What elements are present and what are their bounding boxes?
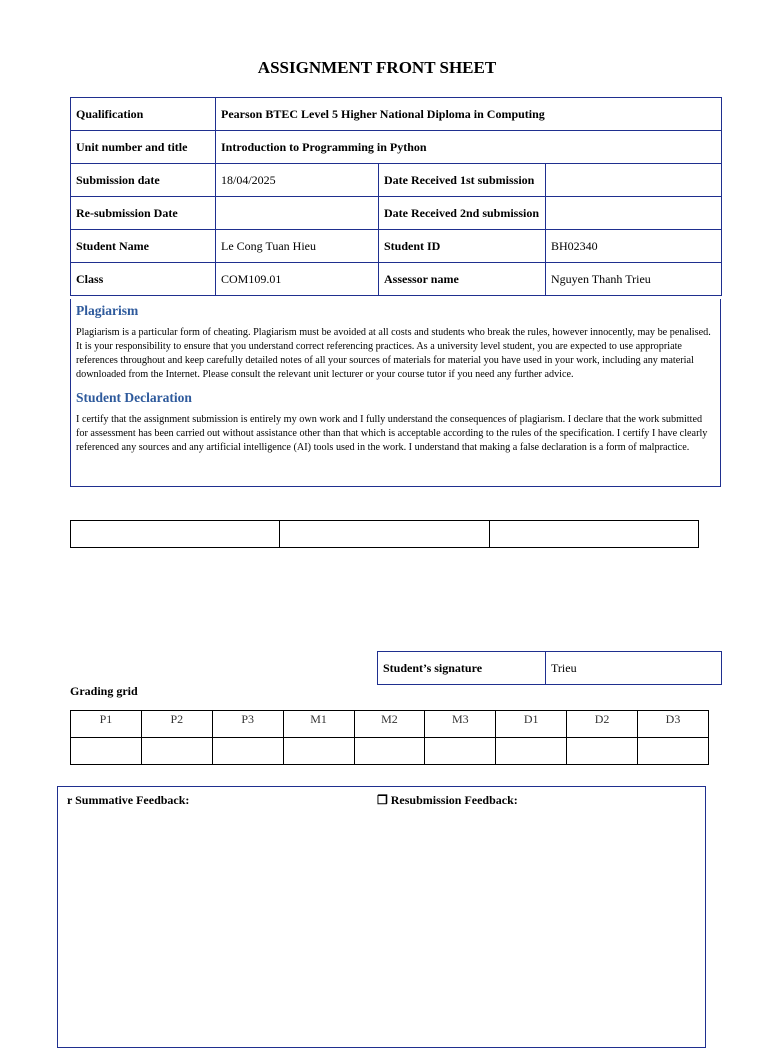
class-row [71,263,722,296]
student-declaration-text: I certify that the assignment submission is entirely my own work and I fully understand the consequences of plagiarism. I declare that the work submitted for assessment has been carried out without assistance other than that which is acceptable according to the rules of the specification. I certify I have clearly referenced any sources and any artificial intelligence (AI) tools used in the work. I understand that making a false declaration is a form of malpractice. [76,414,708,453]
grade-cell[interactable] [496,738,567,765]
qualification-value: Pearson BTEC Level 5 Higher National Diploma in Computing [216,98,722,131]
student-id-label: Student ID [379,230,546,263]
grade-header-m3: M3 [425,711,496,738]
grade-cell[interactable] [212,738,283,765]
plagiarism-heading: Plagiarism [76,303,139,318]
grade-cell[interactable] [567,738,638,765]
unit-label: Unit number and title [71,131,216,164]
page-title: ASSIGNMENT FRONT SHEET [257,58,497,77]
student-id-value[interactable]: BH02340 [546,230,722,263]
grade-header-p2: P2 [141,711,212,738]
grading-grid [70,710,709,765]
grade-header-d3: D3 [638,711,709,738]
grade-header-p1: P1 [71,711,142,738]
student-name-value[interactable]: Le Cong Tuan Hieu [216,230,379,263]
grade-header-m1: M1 [283,711,354,738]
student-declaration-heading: Student Declaration [76,390,192,405]
grade-cell[interactable] [71,738,142,765]
resubmission-feedback-label: Resubmission Feedback: [390,793,518,807]
student-row [71,230,722,263]
feedback-box [57,786,706,1048]
signature-label: Student’s signature [378,652,546,685]
qualification-label: Qualification [71,98,216,131]
class-label: Class [71,263,216,296]
resubmission-feedback[interactable] [377,793,518,808]
grade-cell[interactable] [283,738,354,765]
grade-cell[interactable] [425,738,496,765]
unit-row [71,131,722,164]
resubmission-date-value[interactable] [216,197,379,230]
signature-value[interactable]: Trieu [546,652,722,685]
grade-header-d2: D2 [567,711,638,738]
summative-feedback[interactable] [67,793,189,808]
student-name-label: Student Name [71,230,216,263]
date-received-2-label: Date Received 2nd submission [379,197,546,230]
grade-cell[interactable] [638,738,709,765]
grade-header-m2: M2 [354,711,425,738]
grade-cell[interactable] [141,738,212,765]
blank-table [70,520,699,548]
submission-row [71,164,722,197]
resubmission-checkbox-icon[interactable]: ❒ [377,793,388,807]
signature-table [377,651,722,685]
grade-header-p3: P3 [212,711,283,738]
blank-cell[interactable] [280,521,489,548]
blank-cell[interactable] [489,521,698,548]
grade-cell[interactable] [354,738,425,765]
submission-date-label: Submission date [71,164,216,197]
resubmission-date-label: Re-submission Date [71,197,216,230]
qualification-row [71,98,722,131]
summative-checkbox-icon[interactable]: r [67,793,73,807]
blank-cell[interactable] [71,521,280,548]
grade-header-d1: D1 [496,711,567,738]
date-received-1-value[interactable] [546,164,722,197]
submission-date-value[interactable]: 18/04/2025 [216,164,379,197]
date-received-2-value[interactable] [546,197,722,230]
resubmission-row [71,197,722,230]
unit-value: Introduction to Programming in Python [216,131,722,164]
assignment-info-table [70,97,722,296]
plagiarism-text: Plagiarism is a particular form of cheating. Plagiarism must be avoided at all costs and students who break the rules, however innocently, may be penalised. It is your responsibility to ensure that you understand correct referencing practices. As a university level student, you are expected to use appropriate references throughout and keep carefully detailed notes of all your sources of materials for material you have used in your work, including any material downloaded from the Internet. Please consult the relevant unit lecturer or your course tutor if you need any further advice. [76,327,711,380]
declaration-box [70,299,721,487]
assessor-label: Assessor name [379,263,546,296]
grading-grid-label: Grading grid [70,684,138,698]
summative-feedback-label: Summative Feedback: [75,793,190,807]
class-value[interactable]: COM109.01 [216,263,379,296]
date-received-1-label: Date Received 1st submission [379,164,546,197]
assessor-value[interactable]: Nguyen Thanh Trieu [546,263,722,296]
